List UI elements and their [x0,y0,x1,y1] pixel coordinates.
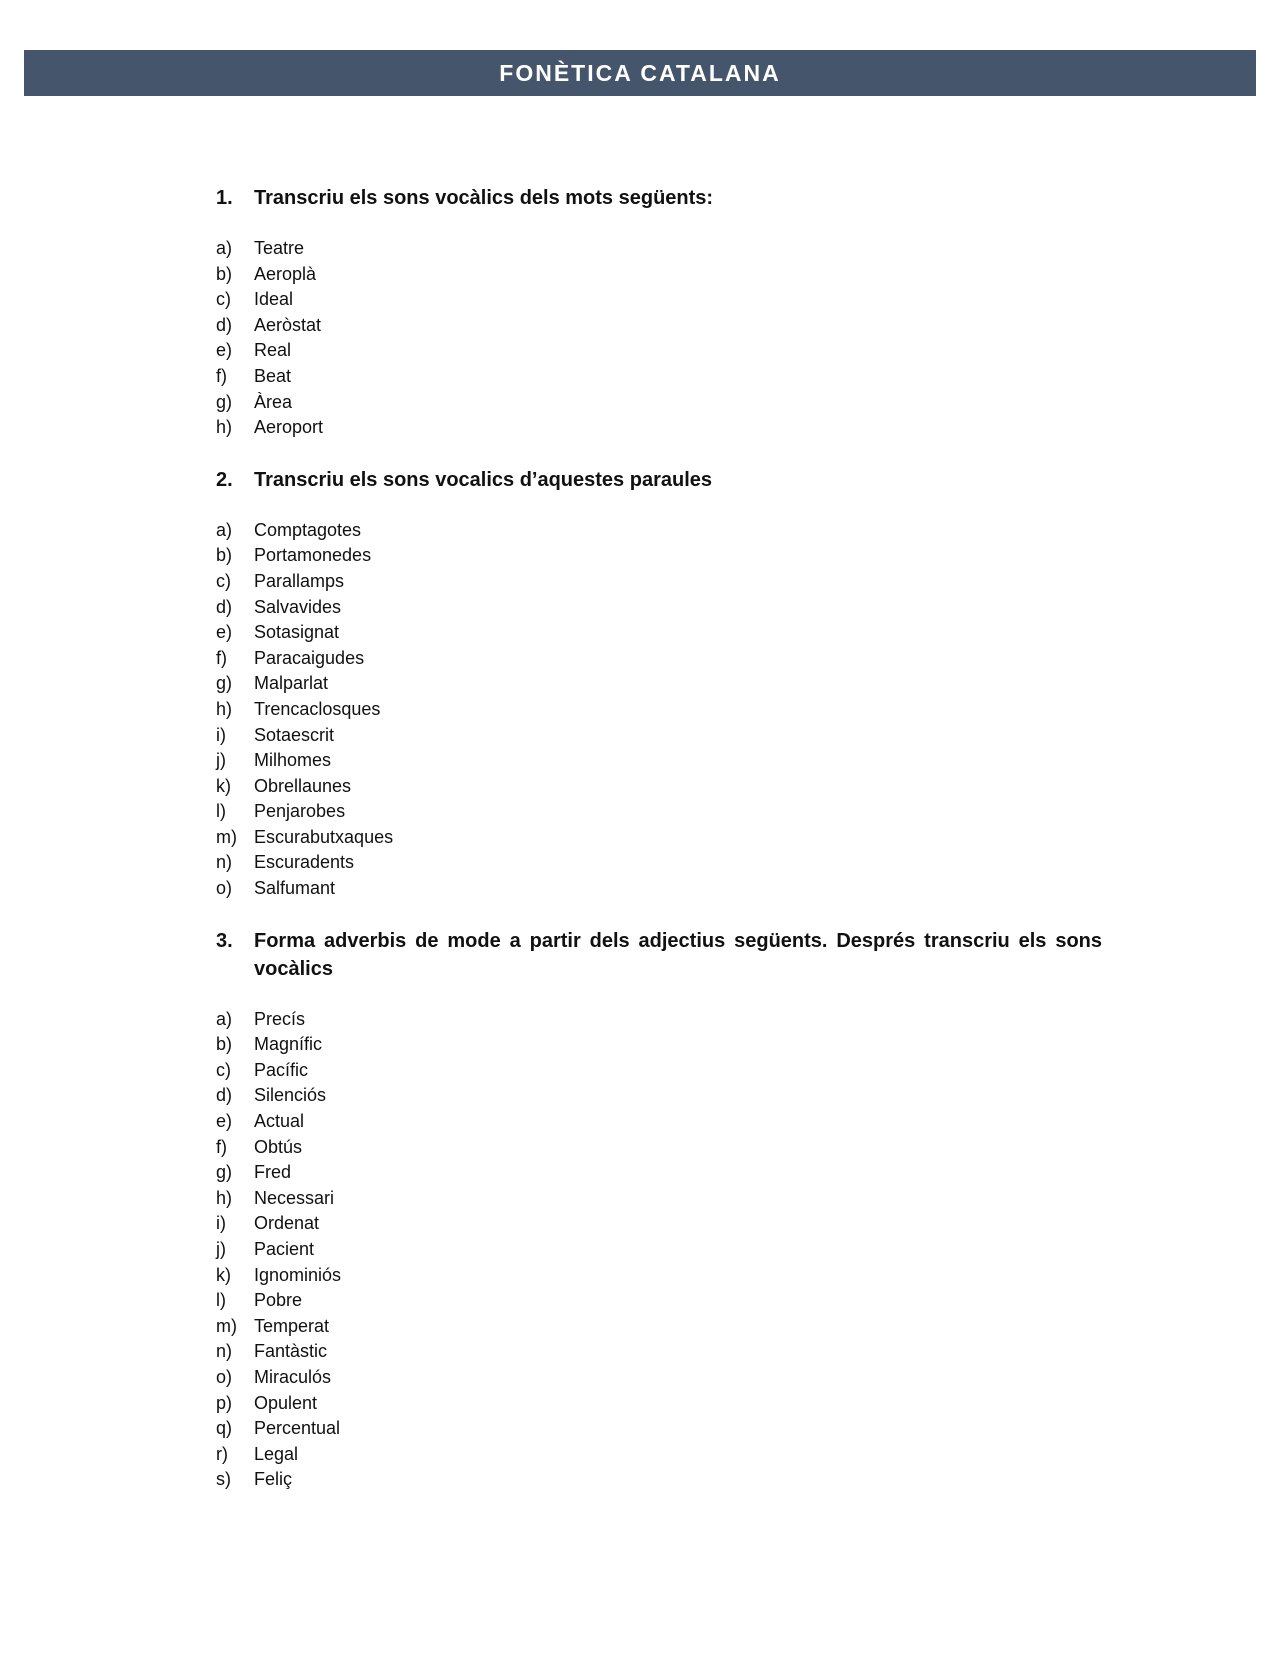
item-word: Malparlat [254,673,329,694]
item-label: n) [216,852,233,873]
item-word: Percentual [254,1418,341,1439]
item-label: b) [216,1034,233,1055]
list-item [216,1083,1102,1109]
item-label: h) [216,1187,233,1208]
item-word: Comptagotes [254,519,362,540]
list-item [216,236,1102,262]
item-label: a) [216,519,233,540]
list-item [216,262,1102,288]
item-label: m) [216,826,237,847]
item-word: Precís [254,1008,306,1029]
list-item [216,1416,1102,1442]
item-label: c) [216,289,231,310]
item-word: Obtús [254,1136,303,1157]
list-item [216,338,1102,364]
item-label: b) [216,545,233,566]
list-item [216,313,1102,339]
list-item [216,595,1102,621]
item-label: k) [216,775,231,796]
word-list-2 [216,518,1102,902]
item-label: g) [216,391,233,412]
item-word: Paracaigudes [254,647,365,668]
item-label: h) [216,417,233,438]
item-label: q) [216,1418,233,1439]
list-item [216,1186,1102,1212]
list-item [216,1237,1102,1263]
item-label: r) [216,1443,228,1464]
item-label: e) [216,340,233,361]
question-prompt: Transcriu els sons vocalics d’aquestes paraules [254,468,712,491]
question-prompt: Transcriu els sons vocàlics dels mots següents: [254,187,714,209]
item-label: i) [216,724,226,745]
item-word: Trencaclosques [254,698,381,719]
item-label: j) [216,1239,226,1259]
word-list-1 [216,236,1102,441]
item-label: i) [216,1213,226,1234]
item-word: Teatre [254,238,305,258]
item-word: Pobre [254,1290,303,1311]
item-word: Àrea [254,391,293,412]
item-word: Feliç [254,1469,293,1490]
list-item [216,671,1102,697]
item-word: Aeroport [254,417,324,438]
list-item [216,876,1102,902]
item-label: g) [216,1162,233,1183]
item-label: s) [216,1469,231,1490]
item-word: Sotaescrit [254,724,335,745]
list-item [216,799,1102,825]
question-prompt: Forma adverbis de mode a partir dels adjectius següents. Després transcriu els sons vocàlics [254,929,1102,980]
item-word: Actual [254,1111,305,1132]
item-label: g) [216,673,233,694]
item-word: Parallamps [254,570,345,591]
item-label: j) [216,750,226,771]
question-2 [216,466,1102,494]
item-word: Portamonedes [254,545,372,566]
item-label: c) [216,1059,231,1080]
item-word: Penjarobes [254,801,346,822]
list-item [216,697,1102,723]
item-word: Ignominiós [254,1264,342,1285]
list-item [216,543,1102,569]
exercise-list [216,184,1102,1518]
list-item [216,774,1102,800]
item-word: Obrellaunes [254,775,352,796]
list-item [216,723,1102,749]
word-list-3 [216,1007,1102,1493]
list-item [216,1263,1102,1289]
item-word: Legal [254,1443,299,1464]
item-label: l) [216,801,226,822]
question-number: 3. [216,929,233,952]
list-item [216,1211,1102,1237]
item-label: h) [216,698,233,719]
list-item [216,825,1102,851]
item-word: Fantàstic [254,1341,328,1362]
list-item [216,748,1102,774]
list-item [216,1391,1102,1417]
item-word: Real [254,340,292,361]
list-item [216,415,1102,441]
item-word: Magnífic [254,1034,323,1055]
item-label: a) [216,238,233,258]
item-word: Beat [254,365,292,386]
question-3 [216,927,1102,983]
list-item [216,390,1102,416]
item-label: e) [216,622,233,643]
item-label: e) [216,1111,233,1132]
list-item [216,569,1102,595]
item-label: b) [216,263,233,284]
item-label: m) [216,1315,237,1336]
list-item [216,287,1102,313]
question-1 [216,184,1102,212]
item-label: f) [216,365,227,386]
item-label: f) [216,647,227,668]
item-label: l) [216,1290,226,1311]
list-item [216,1467,1102,1493]
item-word: Fred [254,1162,292,1183]
list-item [216,1135,1102,1161]
list-item [216,1160,1102,1186]
item-word: Silenciós [254,1085,327,1106]
list-item [216,1032,1102,1058]
item-label: d) [216,596,233,617]
item-word: Necessari [254,1187,335,1208]
question-number: 2. [216,468,233,491]
page-title: FONÈTICA CATALANA [499,59,781,86]
list-item [216,1109,1102,1135]
item-label: o) [216,1366,233,1387]
item-word: Escuradents [254,852,355,873]
item-word: Salvavides [254,596,342,617]
list-item [216,1314,1102,1340]
item-word: Escurabutxaques [254,826,394,847]
item-word: Ordenat [254,1213,320,1234]
item-word: Temperat [254,1315,330,1336]
list-item [216,1442,1102,1468]
list-item [216,364,1102,390]
item-word: Pacífic [254,1059,309,1080]
list-item [216,1007,1102,1033]
item-word: Ideal [254,289,294,310]
item-label: f) [216,1136,227,1157]
item-label: k) [216,1264,231,1285]
item-word: Opulent [254,1392,318,1413]
item-word: Sotasignat [254,622,340,643]
list-item [216,1339,1102,1365]
item-word: Miraculós [254,1366,332,1387]
item-word: Aeròstat [254,314,322,335]
item-label: p) [216,1392,233,1413]
item-word: Aeroplà [254,263,317,284]
title-banner [24,50,1256,96]
item-word: Salfumant [254,878,336,899]
item-label: c) [216,570,231,591]
list-item [216,1288,1102,1314]
list-item [216,620,1102,646]
item-label: d) [216,1085,233,1106]
list-item [216,518,1102,544]
list-item [216,1365,1102,1391]
question-number: 1. [216,187,233,209]
item-word: Milhomes [254,750,332,771]
item-label: d) [216,314,233,335]
item-label: n) [216,1341,233,1362]
item-label: a) [216,1008,233,1029]
list-item [216,850,1102,876]
list-item [216,646,1102,672]
list-item [216,1058,1102,1084]
item-label: o) [216,878,233,899]
item-word: Pacient [254,1239,315,1259]
